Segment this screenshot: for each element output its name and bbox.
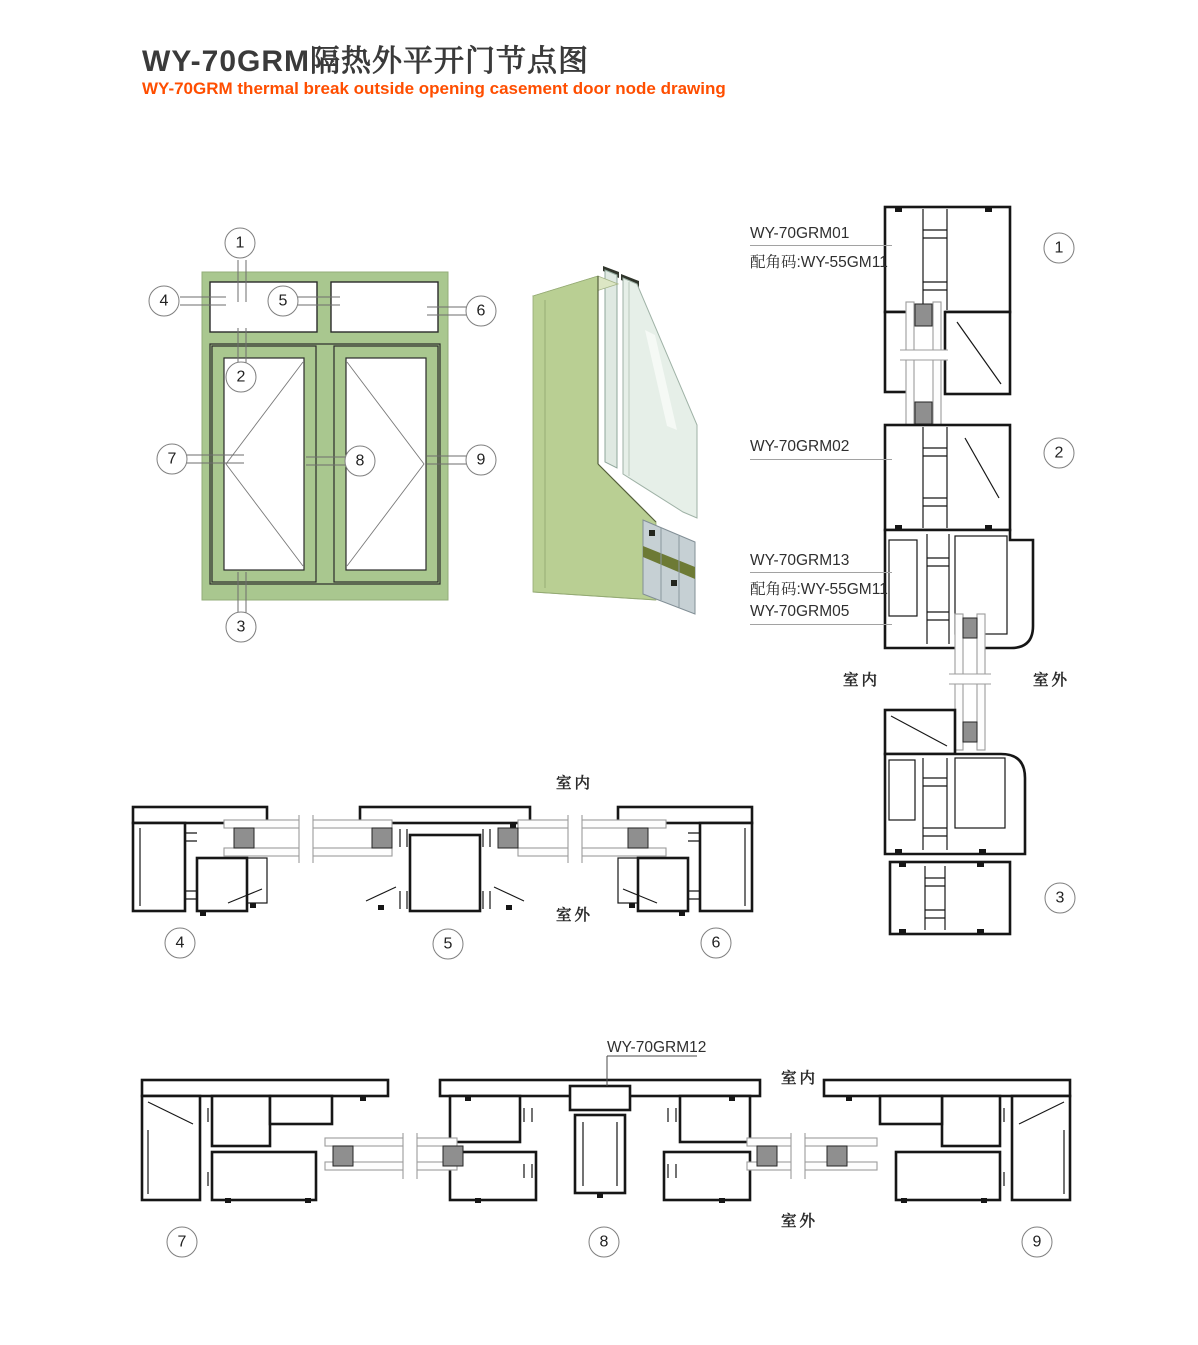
vertical-section-details bbox=[875, 198, 1055, 953]
detail-callout-4: 4 bbox=[165, 928, 196, 959]
detail-callout-8: 8 bbox=[589, 1227, 620, 1258]
section-detail-grm05 bbox=[885, 710, 1025, 854]
indoor-label-middle: 室内 bbox=[556, 775, 594, 792]
label-grm02: WY-70GRM02 bbox=[750, 438, 850, 455]
callout-4: 4 bbox=[149, 286, 180, 317]
page-title: WY-70GRM隔热外平开门节点图 bbox=[142, 45, 590, 78]
leader-line-grm05 bbox=[750, 624, 892, 625]
detail-callout-5: 5 bbox=[433, 929, 464, 960]
label-grm05: WY-70GRM05 bbox=[750, 603, 850, 620]
label-corner-code-01: 配角码:WY-55GM11 bbox=[750, 254, 888, 271]
section-detail-1 bbox=[885, 207, 1010, 394]
callout-2: 2 bbox=[226, 362, 257, 393]
detail-callout-6: 6 bbox=[701, 928, 732, 959]
glass-pane-inner bbox=[605, 270, 617, 468]
horizontal-section-details-bottom bbox=[135, 1040, 1085, 1215]
callout-6: 6 bbox=[466, 296, 497, 327]
corner-sample-render bbox=[525, 250, 765, 628]
indoor-label-bottom: 室内 bbox=[781, 1070, 819, 1087]
callout-3: 3 bbox=[226, 612, 257, 643]
outdoor-label-middle: 室外 bbox=[556, 907, 594, 924]
transom-pane-right bbox=[331, 282, 438, 332]
transom-pane-left bbox=[210, 282, 317, 332]
detail-callout-2: 2 bbox=[1044, 438, 1075, 469]
callout-9: 9 bbox=[466, 445, 497, 476]
section-8-profile bbox=[440, 1080, 760, 1203]
label-grm13: WY-70GRM13 bbox=[750, 552, 850, 569]
outdoor-label-right: 室外 bbox=[1033, 672, 1071, 689]
section-detail-2 bbox=[885, 425, 1010, 530]
outdoor-label-bottom: 室外 bbox=[781, 1213, 819, 1230]
leader-line-grm01 bbox=[750, 245, 892, 246]
leader-line-grm02 bbox=[750, 459, 892, 460]
page-subtitle: WY-70GRM thermal break outside opening casement door node drawing bbox=[142, 79, 726, 98]
section-detail-3 bbox=[890, 862, 1010, 934]
indoor-label-right: 室内 bbox=[843, 672, 881, 689]
glass-pane-outer bbox=[623, 278, 697, 518]
leader-line-grm13 bbox=[750, 572, 892, 573]
detail-callout-9: 9 bbox=[1022, 1227, 1053, 1258]
label-grm12: WY-70GRM12 bbox=[607, 1039, 707, 1056]
callout-1: 1 bbox=[225, 228, 256, 259]
door-elevation-diagram bbox=[140, 222, 525, 662]
label-grm01: WY-70GRM01 bbox=[750, 225, 850, 242]
grm12-profile bbox=[570, 1086, 630, 1110]
label-corner-code-13: 配角码:WY-55GM11 bbox=[750, 581, 888, 598]
detail-callout-3: 3 bbox=[1045, 883, 1076, 914]
horizontal-section-details-top bbox=[128, 795, 763, 930]
callout-7: 7 bbox=[157, 444, 188, 475]
callout-5: 5 bbox=[268, 286, 299, 317]
detail-callout-7: 7 bbox=[167, 1227, 198, 1258]
callout-8: 8 bbox=[345, 446, 376, 477]
detail-callout-1: 1 bbox=[1044, 233, 1075, 264]
